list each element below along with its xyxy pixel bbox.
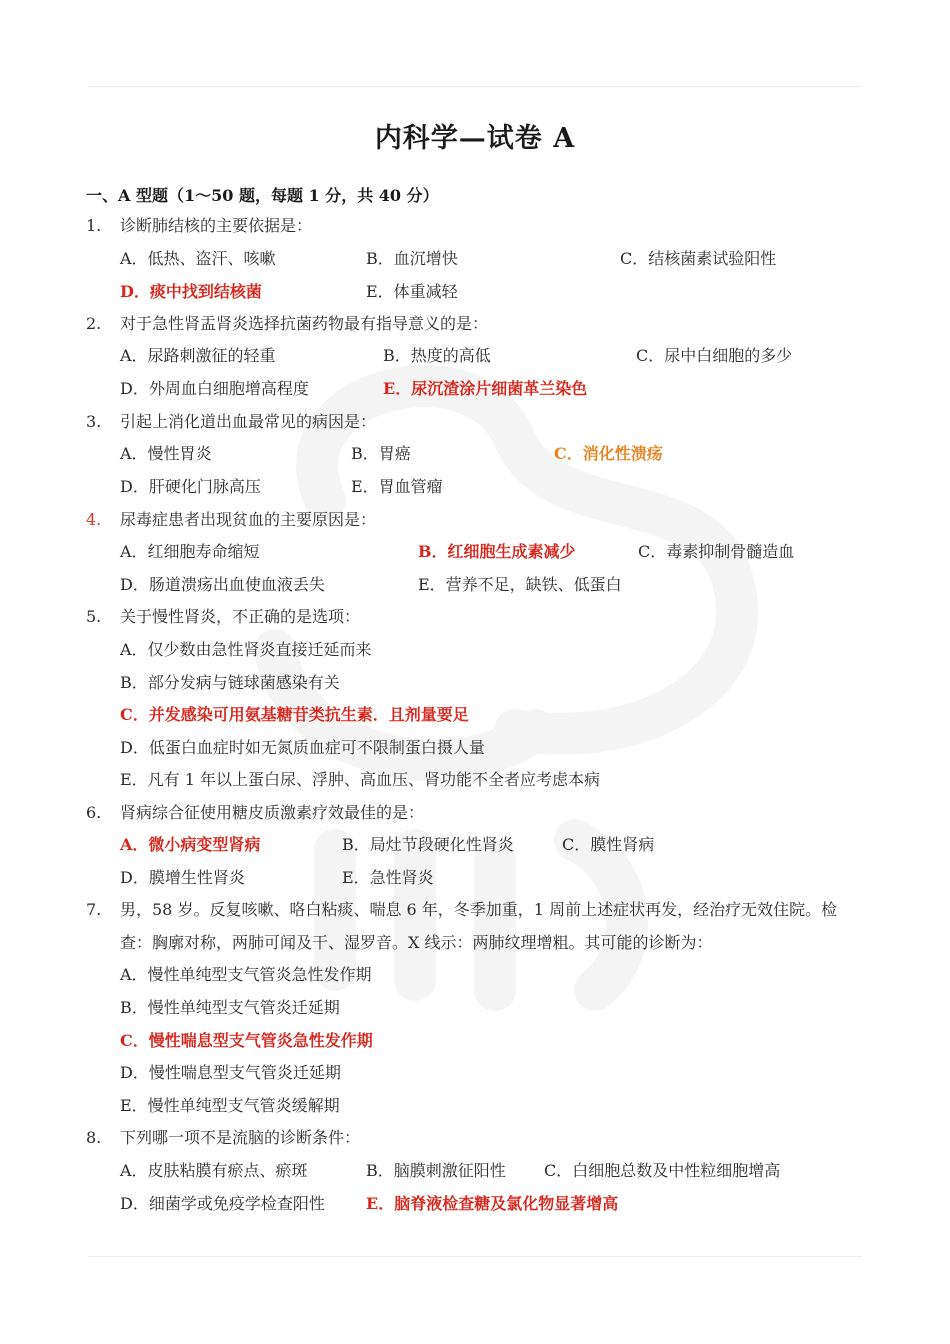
option-7a: A．慢性单纯型支气管炎急性发作期 [120, 965, 372, 984]
question-number: 1. [86, 216, 102, 235]
question-number: 2. [86, 314, 102, 333]
option-6c: C．膜性肾病 [562, 835, 655, 854]
question-8 [86, 1128, 360, 1148]
question-text: 对于急性肾盂肾炎选择抗菌药物最有指导意义的是： [120, 314, 489, 333]
question-1 [86, 216, 312, 236]
question-2 [86, 314, 488, 334]
question-number: 5. [86, 607, 102, 626]
option-4e: E．营养不足，缺铁、低蛋白 [418, 575, 622, 594]
option-1d-answer: D．痰中找到结核菌 [120, 282, 262, 301]
option-2d: D．外周血白细胞增高程度 [120, 379, 309, 398]
option-3d: D．肝硬化门脉高压 [120, 477, 261, 496]
option-1c: C．结核菌素试验阳性 [620, 249, 777, 268]
question-text: 引起上消化道出血最常见的病因是： [120, 412, 377, 431]
question-number: 4. [86, 510, 102, 529]
section-heading: 一、A 型题（1～50 题，每题 1 分，共 40 分） [86, 186, 439, 205]
option-5c-answer: C．并发感染可用氨基糖苷类抗生素．且剂量要足 [120, 705, 469, 724]
question-text: 关于慢性肾炎，不正确的是选项： [120, 607, 361, 626]
option-6e: E．急性肾炎 [342, 868, 434, 887]
question-6 [86, 803, 424, 823]
question-number: 6. [86, 803, 102, 822]
option-7b: B．慢性单纯型支气管炎迁延期 [120, 998, 340, 1017]
option-8b: B．脑膜刺激征阳性 [366, 1161, 506, 1180]
option-1a: A．低热、盗汗、咳嗽 [120, 249, 276, 268]
option-6a-answer: A．微小病变型肾病 [120, 835, 261, 854]
bottom-divider [88, 1256, 862, 1257]
option-4c: C．毒素抑制骨髓造血 [638, 542, 795, 561]
question-number: 7. [86, 900, 102, 919]
option-7e: E．慢性单纯型支气管炎缓解期 [120, 1096, 340, 1115]
option-4b-answer: B．红细胞生成素减少 [418, 542, 576, 561]
option-5b: B．部分发病与链球菌感染有关 [120, 673, 340, 692]
question-text: 诊断肺结核的主要依据是： [120, 216, 313, 235]
option-5a: A．仅少数由急性肾炎直接迁延而来 [120, 640, 372, 659]
question-7 [86, 900, 837, 920]
option-3e: E．胃血管瘤 [351, 477, 443, 496]
question-5 [86, 607, 360, 627]
option-1b: B．血沉增快 [366, 249, 458, 268]
option-2e-answer: E．尿沉渣涂片细菌革兰染色 [383, 379, 588, 398]
option-2c: C．尿中白细胞的多少 [636, 346, 793, 365]
option-6b: B．局灶节段硬化性肾炎 [342, 835, 514, 854]
option-8e-answer: E．脑脊液检查糖及氯化物显著增高 [366, 1194, 619, 1213]
option-6d: D．膜增生性肾炎 [120, 868, 245, 887]
option-3a: A．慢性胃炎 [120, 444, 212, 463]
top-divider [88, 86, 862, 87]
option-8c: C．白细胞总数及中性粒细胞增高 [544, 1161, 781, 1180]
option-4d: D．肠道溃疡出血使血液丢失 [120, 575, 325, 594]
option-7d: D．慢性喘息型支气管炎迁延期 [120, 1063, 341, 1082]
option-8a: A．皮肤粘膜有瘀点、瘀斑 [120, 1161, 308, 1180]
option-5d: D．低蛋白血症时如无氮质血症可不限制蛋白摄人量 [120, 738, 485, 757]
option-3b: B．胃癌 [351, 444, 411, 463]
question-text: 尿毒症患者出现贫血的主要原因是： [120, 510, 377, 529]
option-2b: B．热度的高低 [383, 346, 491, 365]
option-2a: A．尿路刺激征的轻重 [120, 346, 276, 365]
option-8d: D．细菌学或免疫学检查阳性 [120, 1194, 325, 1213]
question-4 [86, 510, 376, 530]
option-5e: E．凡有 1 年以上蛋白尿、浮肿、高血压、肾功能不全者应考虑本病 [120, 770, 601, 789]
question-text: 肾病综合征使用糖皮质激素疗效最佳的是： [120, 803, 425, 822]
option-7c-answer: C．慢性喘息型支气管炎急性发作期 [120, 1031, 373, 1050]
question-3 [86, 412, 376, 432]
option-4a: A．红细胞寿命缩短 [120, 542, 260, 561]
question-text: 男，58 岁。反复咳嗽、咯白粘痰、喘息 6 年，冬季加重，1 周前上述症状再发，经治疗无效住院。检 [120, 900, 838, 919]
question-7-continuation: 查：胸廓对称，两肺可闻及干、湿罗音。X 线示：两肺纹理增粗。其可能的诊断为： [120, 933, 713, 952]
question-text: 下列哪一项不是流脑的诊断条件： [120, 1128, 361, 1147]
option-1e: E．体重减轻 [366, 282, 458, 301]
question-number: 8. [86, 1128, 102, 1147]
page-title: 内科学—试卷 A [374, 123, 576, 154]
question-number: 3. [86, 412, 102, 431]
option-3c-answer: C．消化性溃疡 [554, 444, 663, 463]
